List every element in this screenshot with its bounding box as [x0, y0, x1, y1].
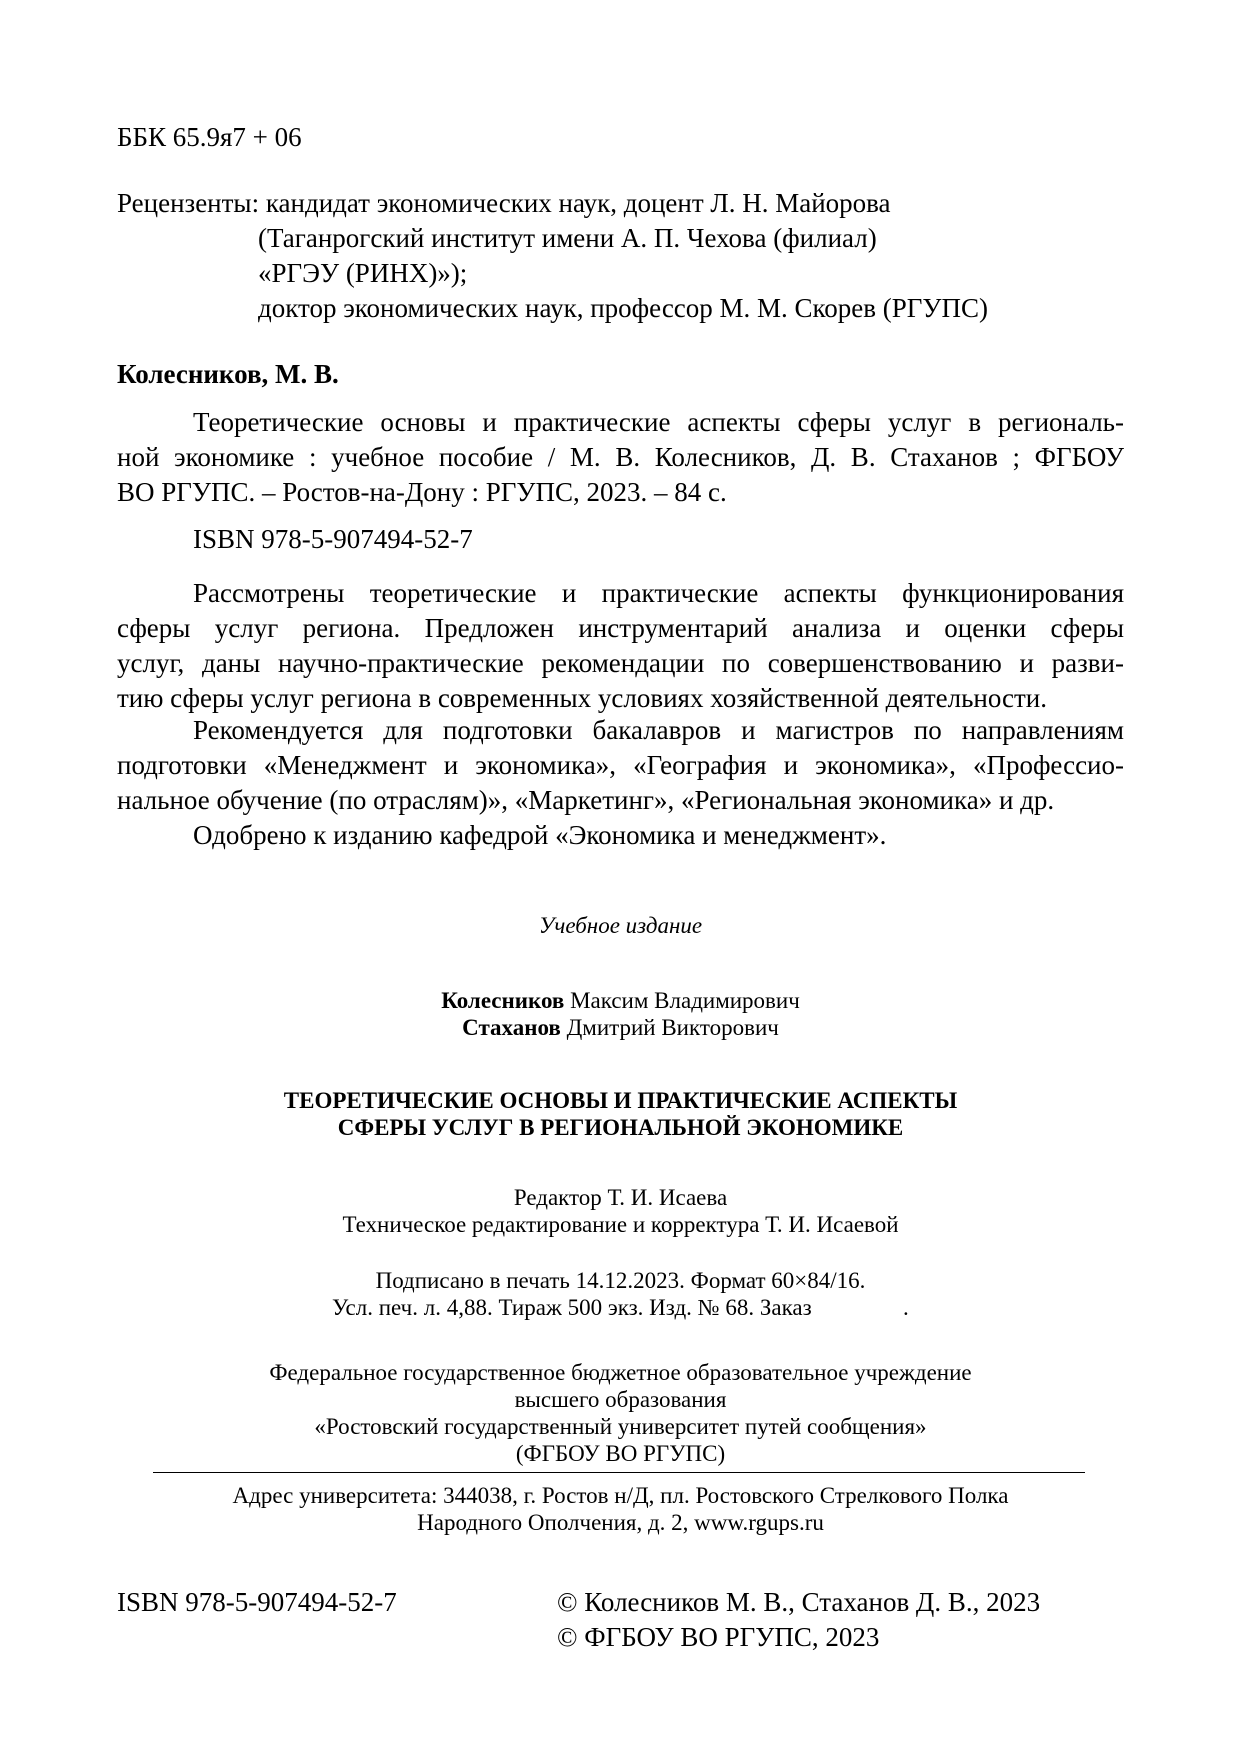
address-line-1: Адрес университета: 344038, г. Ростов н/Д, пл. Ростовского Стрелкового Полка	[232, 1483, 1009, 1508]
author-heading: Колесников, М. В.	[117, 359, 339, 389]
book-title-line-1: ТЕОРЕТИЧЕСКИЕ ОСНОВЫ И ПРАКТИЧЕСКИЕ АСПЕКТЫ	[283, 1088, 958, 1113]
technical-editor: Техническое редактирование и корректура Т. И. Исаевой	[342, 1212, 899, 1237]
publisher-line-1: Федеральное государственное бюджетное образовательное учреждение	[269, 1360, 972, 1385]
reviewers-line-3: «РГЭУ (РИНХ)»);	[258, 258, 468, 288]
print-info-line-1: Подписано в печать 14.12.2023. Формат 60×84/16.	[375, 1268, 866, 1293]
publisher-line-2: высшего образования	[514, 1387, 727, 1412]
annotation-p1-line-1: Рассмотрены теоретические и практические аспекты функционирования	[193, 578, 1124, 608]
annotation-p1-line-2: сферы услуг региона. Предложен инструментарий анализа и оценки сферы	[117, 613, 1124, 643]
annotation-p3: Одобрено к изданию кафедрой «Экономика и менеджмент».	[193, 820, 887, 850]
author-2-given-names: Дмитрий Викторович	[560, 1015, 779, 1040]
copyright-university: © ФГБОУ ВО РГУПС, 2023	[557, 1622, 880, 1652]
publisher-line-4: (ФГБОУ ВО РГУПС)	[515, 1441, 726, 1466]
print-info-order-dot: .	[903, 1295, 909, 1320]
author-full-name-1	[0, 986, 1241, 1015]
reviewers-line-1: Рецензенты: кандидат экономических наук, доцент Л. Н. Майорова	[117, 188, 891, 218]
isbn-line: ISBN 978-5-907494-52-7	[193, 524, 473, 554]
copyright-authors: © Колесников М. В., Стаханов Д. В., 2023	[557, 1587, 1041, 1617]
publisher-line-3: «Ростовский государственный университет путей сообщения»	[314, 1414, 927, 1439]
author-full-name-2	[0, 1013, 1241, 1042]
address-line-2: Народного Ополчения, д. 2, www.rgups.ru	[417, 1510, 824, 1535]
author-1-surname: Колесников	[441, 988, 565, 1013]
annotation-p1-line-4: тию сферы услуг региона в современных условиях хозяйственной деятельности.	[117, 683, 1047, 713]
author-1-given-names: Максим Владимирович	[564, 988, 800, 1013]
footer-isbn: ISBN 978-5-907494-52-7	[117, 1587, 397, 1617]
annotation-p1-line-3: услуг, даны научно-практические рекомендации по совершенствованию и разви-	[117, 648, 1124, 678]
annotation-p2-line-2: подготовки «Менеджмент и экономика», «География и экономика», «Профессио-	[117, 750, 1124, 780]
editor: Редактор Т. И. Исаева	[513, 1185, 728, 1210]
description-line-3: ВО РГУПС. – Ростов-на-Дону : РГУПС, 2023. – 84 с.	[117, 477, 727, 507]
annotation-p2-line-1: Рекомендуется для подготовки бакалавров и магистров по направлениям	[193, 715, 1124, 745]
author-2-surname: Стаханов	[462, 1015, 561, 1040]
description-line-1: Теоретические основы и практические аспекты сферы услуг в региональ-	[193, 407, 1124, 437]
description-line-2: ной экономике : учебное пособие / М. В. Колесников, Д. В. Стаханов ; ФГБОУ	[117, 442, 1124, 472]
divider-line	[153, 1472, 1085, 1473]
print-info-line-2: Усл. печ. л. 4,88. Тираж 500 экз. Изд. № 68. Заказ	[332, 1295, 812, 1320]
book-title-line-2: СФЕРЫ УСЛУГ В РЕГИОНАЛЬНОЙ ЭКОНОМИКЕ	[337, 1115, 904, 1140]
annotation-p2-line-3: нальное обучение (по отраслям)», «Маркетинг», «Региональная экономика» и др.	[117, 785, 1055, 815]
reviewers-line-4: доктор экономических наук, профессор М. М. Скорев (РГУПС)	[258, 293, 989, 323]
bbk-code: ББК 65.9я7 + 06	[117, 122, 302, 152]
edition-type: Учебное издание	[538, 913, 703, 938]
reviewers-line-2: (Таганрогский институт имени А. П. Чехова (филиал)	[258, 223, 877, 253]
